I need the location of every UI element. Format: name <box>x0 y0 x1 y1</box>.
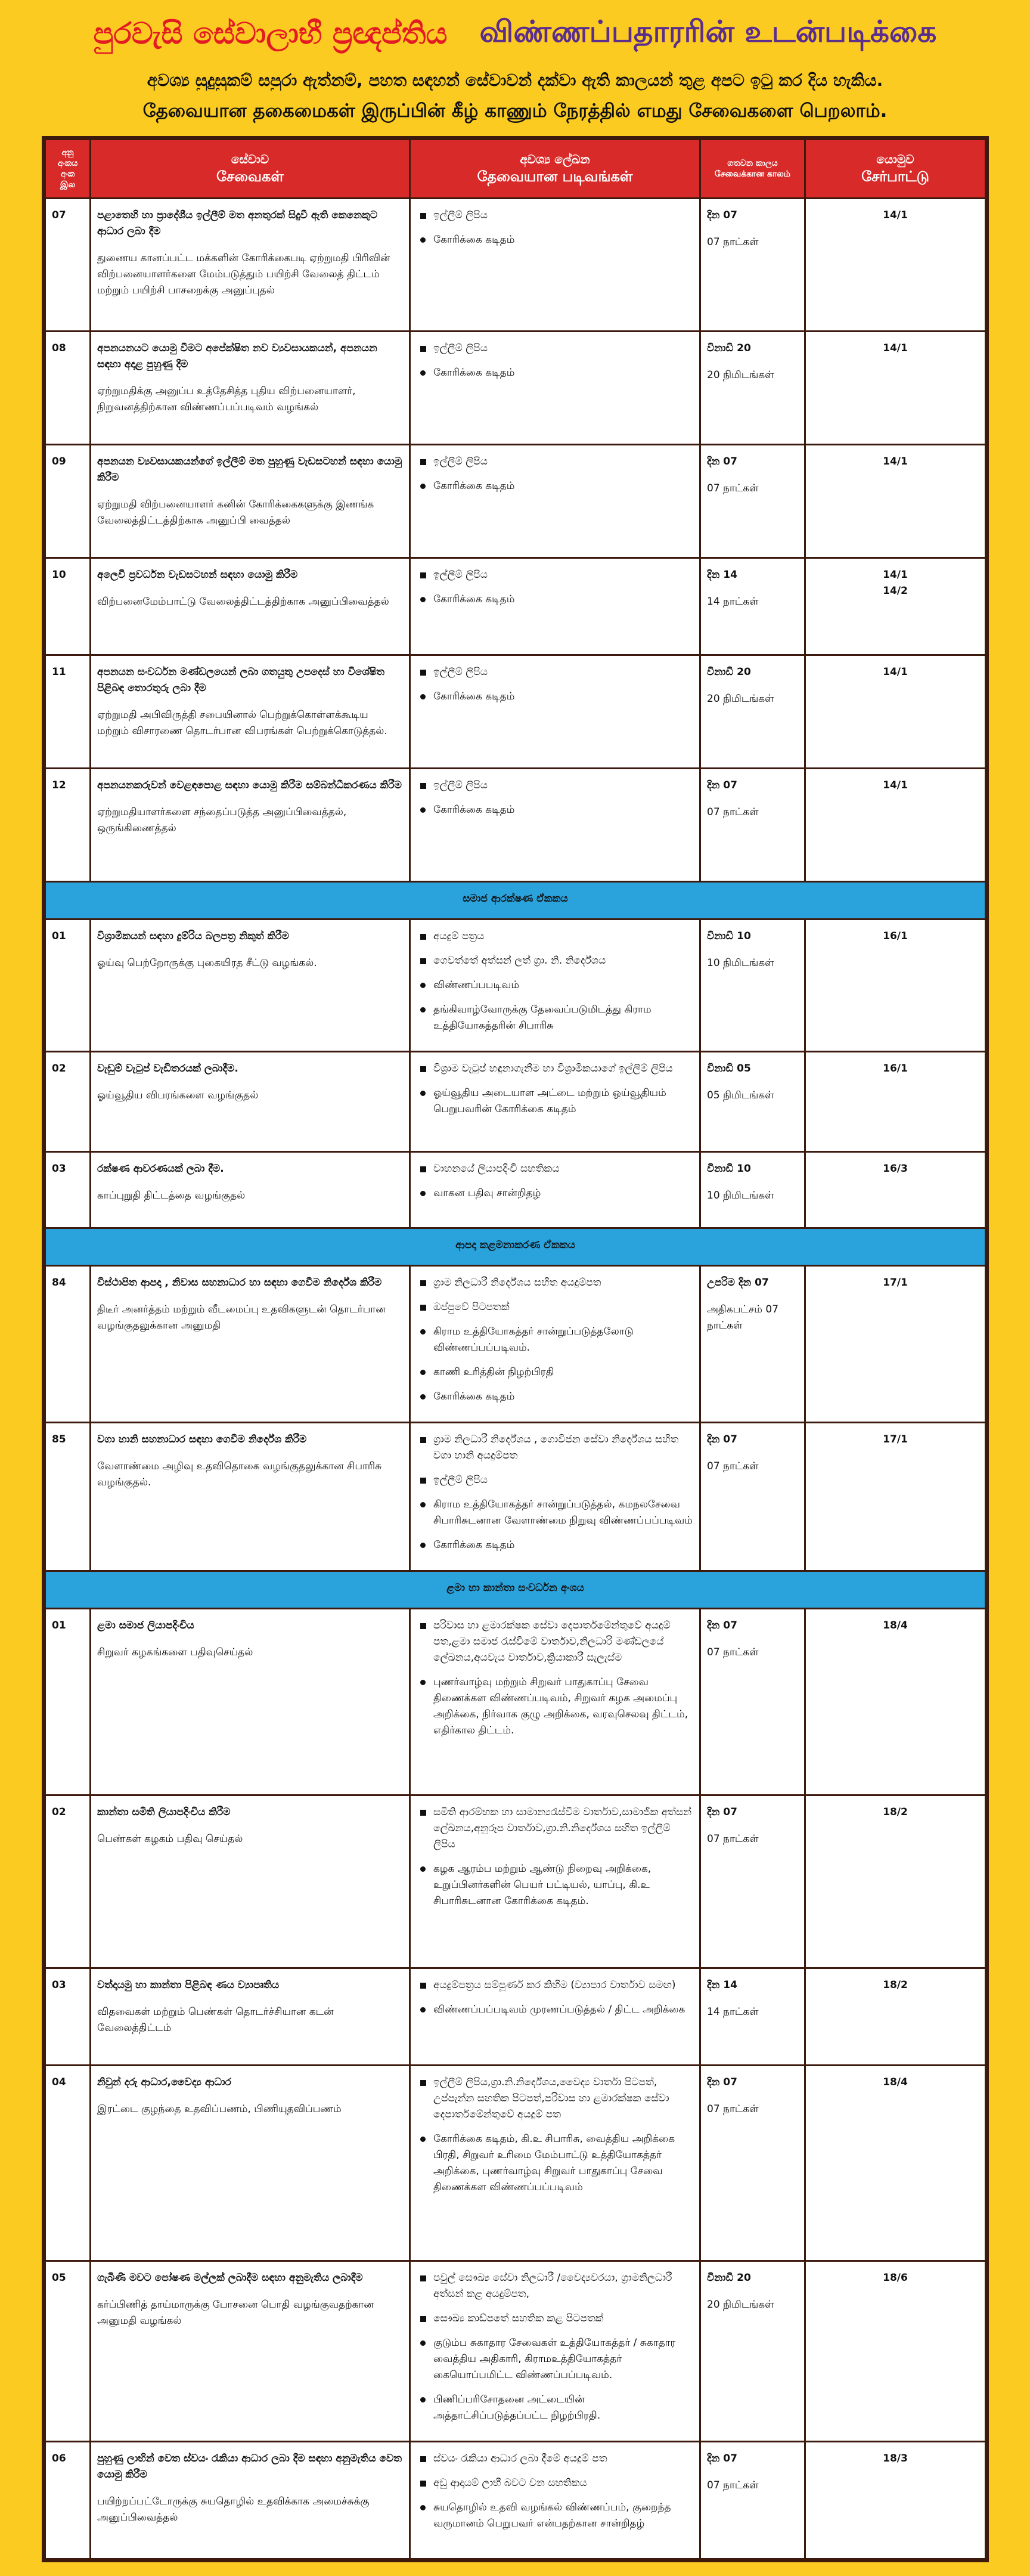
charter-title <box>0 0 1030 67</box>
time-si: දින 07 <box>707 2076 737 2088</box>
service-name-si: වත්දායමු හා කාන්තා පිළිබඳ ණය ව්‍යාපෘතිය <box>97 1979 280 1991</box>
header-service-si: සේවාව <box>231 152 269 166</box>
header-reference-si: යොමුව <box>876 152 914 166</box>
document-item: பிணிப்பரிசோதனை அட்டையின் அத்தாட்சிப்படுத்தப்பட்ட நிழற்பிரதி. <box>417 2392 693 2424</box>
documents-list <box>417 1977 693 2018</box>
service-name-ta: கர்ப்பிணித் தாய்மாருக்கு போசனை பொதி வழங்குவதற்கான அனுமதி வழங்கல் <box>97 2299 374 2327</box>
document-item: ඉල්ලීම් ලිපිය <box>417 778 693 794</box>
service-cell <box>91 1795 410 1968</box>
table-row <box>45 1266 986 1423</box>
documents-cell <box>410 1423 700 1571</box>
reference-cell <box>805 445 986 558</box>
time-ta: 07 நாட்கள் <box>707 1833 759 1845</box>
time-ta: 10 நிமிடங்கள் <box>707 957 774 969</box>
time-ta: அதிகபட்சம் 07 நாட்கள் <box>707 1304 779 1332</box>
time-si: දින 07 <box>707 2453 737 2464</box>
service-name-si: පළාතෙහි හා ප්‍රාදේශීය ඉල්ලීම් මත අනතුරක් සිදුවී ඇති කෙනෙකුට ආධාර ලබා දීම <box>97 209 378 237</box>
service-cell <box>91 558 410 655</box>
reference-value: 16/1 <box>883 1063 908 1075</box>
service-number: 10 <box>45 558 91 655</box>
documents-list <box>417 928 693 1034</box>
service-number: 01 <box>45 1609 91 1795</box>
reference-value: 14/1 <box>883 779 908 791</box>
document-item: கிராம உத்தியோகத்தர் சான்றுப்படுத்தலோடு விண்ணப்பப்படிவம். <box>417 1324 693 1356</box>
table-row <box>45 1795 986 1968</box>
document-item: கோரிக்கை கடிதம் <box>417 592 693 608</box>
intro-tamil: தேவையான தகைமைகள் இருப்பின் கீழ் காணும் நேரத்தில் எமது சேவைகளை பெறலாம். <box>142 100 888 122</box>
title-tamil: விண்ணப்பதாரரின் உடன்படிக்கை <box>479 14 937 49</box>
document-item: கோரிக்கை கடிதம் <box>417 478 693 494</box>
reference-cell <box>805 558 986 655</box>
documents-cell <box>410 2066 700 2261</box>
documents-list <box>417 340 693 381</box>
table-row <box>45 1152 986 1228</box>
time-ta: 07 நாட்கள் <box>707 2103 759 2115</box>
reference-value: 14/1 14/2 <box>883 569 908 597</box>
document-item: විශ්‍රාම වැටුප් හඳුනාගැනීම හා විශ්‍රාමිකයාගේ ඉල්ලීම් ලිපිය <box>417 1061 693 1077</box>
reference-value: 18/2 <box>883 1806 908 1818</box>
service-name-si: අලෙවි ප්‍රවර්ධන වැඩසටහන් සඳහා යොමු කිරීම <box>97 569 298 581</box>
time-ta: 05 நிமிடங்கள் <box>707 1089 774 1101</box>
documents-cell <box>410 1795 700 1968</box>
time-si: දින 07 <box>707 209 737 221</box>
documents-list <box>417 1275 693 1405</box>
time-si: දින 07 <box>707 1433 737 1445</box>
document-item: ගෙවත්තේ අත්සන් ලත් ග්‍රා. නි. නිර්දේශය <box>417 953 693 969</box>
table-row <box>45 199 986 332</box>
time-cell <box>700 2261 805 2442</box>
document-item: கோரிக்கை கடிதம் <box>417 232 693 248</box>
table-row <box>45 558 986 655</box>
document-item: கழக ஆரம்ப மற்றும் ஆண்டு நிறைவு அறிக்கை, உறுப்பினர்களின் பெயர் பட்டியல், யாப்பு, கி.உ சிபாரிசுடனான கோரிக்கை கடிதம். <box>417 1861 693 1909</box>
documents-list <box>417 778 693 818</box>
service-cell <box>91 332 410 445</box>
reference-cell <box>805 1795 986 1968</box>
table-row <box>45 769 986 882</box>
document-item: சுயதொழில் உதவி வழங்கல் விண்ணப்பம், குறைந்த வருமானம் பெறுபவர் என்பதற்கான சான்றிதழ் <box>417 2500 693 2532</box>
service-name-ta: சிறுவர் கழகங்களை பதிவுசெய்தல் <box>97 1646 253 1658</box>
time-ta: 07 நாட்கள் <box>707 1646 759 1658</box>
header-service-ta: சேவைகள் <box>216 168 284 185</box>
header-time <box>700 140 805 199</box>
time-si: දින 07 <box>707 779 737 791</box>
reference-cell <box>805 1052 986 1152</box>
service-cell <box>91 2261 410 2442</box>
documents-list <box>417 1061 693 1117</box>
reference-cell <box>805 919 986 1052</box>
service-number: 08 <box>45 332 91 445</box>
document-item: கோரிக்கை கடிதம், கி.உ சிபாரிசு, வைத்திய அறிக்கை பிரதி, சிறுவர் உரிமை மேம்பாட்டு உத்தியோகத்தர் அறிக்கை, புணர்வாழ்வு சிறுவர் பாதுகாப்பு சேவை திணைக்கள விண்ணப்பப்படிவம் <box>417 2131 693 2196</box>
documents-cell <box>410 558 700 655</box>
time-si: විනාඩි 20 <box>707 342 751 354</box>
table-row <box>45 1609 986 1795</box>
time-si: විනාඩි 20 <box>707 666 751 678</box>
table-row <box>45 445 986 558</box>
document-item: கோரிக்கை கடிதம் <box>417 1537 693 1553</box>
service-name-si: රක්ෂණ ආවරණයක් ලබා දීම. <box>97 1163 224 1175</box>
service-number: 02 <box>45 1052 91 1152</box>
service-name-ta: பெண்கள் கழகம் பதிவு செய்தல் <box>97 1833 243 1845</box>
time-si: විනාඩි 05 <box>707 1063 751 1075</box>
service-number: 03 <box>45 1152 91 1228</box>
service-name-ta: ஏற்றுமதி விற்பனையாளர் கனின் கோரிக்கைகளுக்கு இணங்க வேலைத்திட்டத்திற்காக அனுப்பி வைத்தல் <box>97 499 374 527</box>
document-item: ඉල්ලීම් ලිපිය <box>417 340 693 357</box>
section-row-disaster <box>45 1228 986 1266</box>
reference-value: 18/3 <box>883 2453 908 2464</box>
document-item: விண்ணப்பப்படிவம் முரணப்படுத்தல் / திட்ட அறிக்கை <box>417 2002 693 2018</box>
service-name-si: අපනයනකරුවන් වෙළඳපොළ සඳහා යොමු කිරීම සම්බන්ධීකරණය කිරීම <box>97 779 402 791</box>
time-ta: 20 நிமிடங்கள் <box>707 369 774 381</box>
time-si: විනාඩි 20 <box>707 2272 751 2284</box>
time-cell <box>700 655 805 769</box>
service-cell <box>91 445 410 558</box>
service-number: 12 <box>45 769 91 882</box>
reference-cell <box>805 1423 986 1571</box>
header-documents <box>410 140 700 199</box>
service-name-ta: விதவைகள் மற்றும் பெண்கள் தொடர்ச்சியான கடன் வேலைத்திட்டம் <box>97 2006 334 2034</box>
service-name-si: පුහුණු ලාභින් වෙත ස්වයං රැකියා ආධාර ලබා දීම සඳහා අනුමැතිය වෙත යොමු කිරීම <box>97 2453 402 2481</box>
service-charter-table <box>44 138 986 2560</box>
header-documents-ta: தேவையான படிவங்கள் <box>477 168 633 185</box>
header-no <box>45 140 91 199</box>
time-ta: 07 நாட்கள் <box>707 2479 759 2491</box>
service-cell <box>91 1052 410 1152</box>
reference-value: 16/1 <box>883 930 908 942</box>
documents-cell <box>410 2261 700 2442</box>
document-item: ඉල්ලීම් ලිපිය <box>417 208 693 224</box>
time-cell <box>700 332 805 445</box>
documents-list <box>417 1618 693 1739</box>
service-cell <box>91 919 410 1052</box>
document-item: පරිවාස හා ළමාරක්ෂක සේවා දෙපාර්තමේන්තුවේ අයදුම් පත,ළමා සමාජ රැස්වීමේ වාර්තාව,නිලධාරි මණ්ඩලයේ ලේඛනය,අයවැය වාර්තාව,ක්‍රියාකාරී සැලැස්ම <box>417 1618 693 1666</box>
table-body <box>45 199 986 2559</box>
documents-cell <box>410 769 700 882</box>
document-item: අඩු ආදායම් ලාභී බවට වන සහතිකය <box>417 2475 693 2491</box>
service-name-si: කාන්තා සමිති ලියාපදිංචිය කිරීම <box>97 1806 231 1818</box>
header-time-ta: சேவைக்கான காலம் <box>714 169 791 179</box>
document-item: கிராம உத்தியோகத்தர் சான்றுப்படுத்தல், கமநலசேவை சிபாரிசுடனான வேளாண்மை நிறுவு விண்ணப்பப்படிவம் <box>417 1497 693 1529</box>
reference-value: 18/4 <box>883 2076 908 2088</box>
service-number: 01 <box>45 919 91 1052</box>
time-ta: 14 நாட்கள் <box>707 596 759 608</box>
document-item: கோரிக்கை கடிதம் <box>417 365 693 381</box>
documents-list <box>417 454 693 494</box>
service-cell <box>91 655 410 769</box>
documents-list <box>417 1161 693 1202</box>
time-si: විනාඩි 10 <box>707 1163 751 1175</box>
title-sinhala: පුරවැසි සේවාලාභී ප්‍රඥප්තිය <box>93 16 448 51</box>
reference-cell <box>805 1609 986 1795</box>
service-cell <box>91 1152 410 1228</box>
document-item: கோரிக்கை கடிதம் <box>417 1389 693 1405</box>
time-si: දින 14 <box>707 1979 737 1991</box>
reference-cell <box>805 1266 986 1423</box>
reference-value: 17/1 <box>883 1433 908 1445</box>
time-si: දින 14 <box>707 569 737 581</box>
header-no-si: අනු අංකය අංක <box>57 148 78 179</box>
table-row <box>45 332 986 445</box>
time-ta: 20 நிமிடங்கள் <box>707 2299 774 2311</box>
service-cell <box>91 199 410 332</box>
document-item: ඉල්ලීම් ලිපිය <box>417 567 693 583</box>
service-cell <box>91 1266 410 1423</box>
service-name-ta: விற்பனைமேம்பாட்டு வேலைத்திட்டத்திற்காக அனுப்பிவைத்தல் <box>97 596 389 608</box>
time-ta: 07 நாட்கள் <box>707 482 759 494</box>
documents-list <box>417 1432 693 1553</box>
time-ta: 07 நாட்கள் <box>707 236 759 248</box>
documents-list <box>417 664 693 705</box>
time-cell <box>700 769 805 882</box>
document-item: புணர்வாழ்வு மற்றும் சிறுவர் பாதுகாப்பு சேவை திணைக்கள விண்ணப்படிவம், சிறுவர் கழக அமைப்பு அறிக்கை, நிர்வாக குழு அறிக்கை, வரவுசெலவு திட்டம், எதிர்கால திட்டம். <box>417 1674 693 1739</box>
time-ta: 07 நாட்கள் <box>707 1460 759 1472</box>
table-row <box>45 2261 986 2442</box>
document-item: ඉල්ලීම් ලිපිය <box>417 1472 693 1488</box>
service-name-si: අපනයනයට යොමු වීමට අපේක්ෂිත නව ව්‍යවසායකයන්, අපනයන සඳහා අදාළ පුහුණු දීම <box>97 342 377 370</box>
documents-cell <box>410 1609 700 1795</box>
document-item: සෞඛ්‍ය කාඩ්පතේ සහතික කළ පිටපතක් <box>417 2311 693 2327</box>
document-item: පවුල් සෞඛ්‍ය සේවා නිලධාරී /වෛද්‍යවරයා, ග්‍රාමනිලධාරී අත්සන් කළ අයදුම්පත, <box>417 2270 693 2302</box>
service-number: 84 <box>45 1266 91 1423</box>
table-row <box>45 1052 986 1152</box>
time-cell <box>700 1609 805 1795</box>
service-cell <box>91 1423 410 1571</box>
service-name-ta: பயிற்றப்பட்டோருக்கு சுயதொழில் உதவிக்காக அமைச்சுக்கு அனுப்பிவைத்தல் <box>97 2496 370 2524</box>
reference-value: 17/1 <box>883 1277 908 1289</box>
reference-cell <box>805 2442 986 2559</box>
time-cell <box>700 1423 805 1571</box>
reference-cell <box>805 769 986 882</box>
time-si: උපරිම දින 07 <box>707 1277 769 1289</box>
service-number: 07 <box>45 199 91 332</box>
service-number: 09 <box>45 445 91 558</box>
service-name-si: විස්ථාපිත ආපදා , නිවාස සහනාධාර හා සඳහා ගෙවීම නිර්දේශ කිරීම <box>97 1277 382 1289</box>
reference-cell <box>805 2066 986 2261</box>
document-item: ඉල්ලීම් ලිපිය,ග්‍රා.නි.නිර්දේශය,වෛද්‍ය වාර්තා පිටපත්, උප්පැන්න සහතික පිටපත්,පරිවාස හා ළමාරක්ෂක සේවා දෙපාර්තමේන්තුවේ අයදුම් පත <box>417 2075 693 2123</box>
document-item: ග්‍රාම නිලධාරී නිර්දේශය , ගොවිජන සේවා නිර්දේශය සහිත වගා හානි අයදුම්පත <box>417 1432 693 1464</box>
section-title: සමාජ ආරක්ෂණ ඒකකය <box>45 882 986 919</box>
section-title: ළමා හා කාන්තා සංවර්ධන අංශය <box>45 1571 986 1609</box>
time-si: දින 07 <box>707 1806 737 1818</box>
section-row-social <box>45 882 986 919</box>
reference-value: 14/1 <box>883 666 908 678</box>
document-item: ඔප්පුවේ පිටපතක් <box>417 1299 693 1315</box>
time-cell <box>700 1152 805 1228</box>
time-cell <box>700 1795 805 1968</box>
reference-cell <box>805 332 986 445</box>
service-number: 85 <box>45 1423 91 1571</box>
service-name-ta: இரட்டை குழந்தை உதவிப்பணம், பிணியுதவிப்பணம் <box>97 2103 342 2115</box>
document-item: සමිති ආරම්භක හා සාමාන්‍යරැස්වීම වාර්තාව,සාමාජික අත්සන් ලේඛනය,අනුරූප වාර්තාව,ග්‍රා.නි.නිර්දේශය සහිත ඉල්ලීම් ලිපිය <box>417 1804 693 1853</box>
document-item: අයදුම්පත්‍රය සම්පූර්ණ කර කිහිම (ව්‍යාපාර වාර්තාව සමඟ) <box>417 1977 693 1993</box>
header-reference <box>805 140 986 199</box>
document-item: கோரிக்கை கடிதம் <box>417 802 693 818</box>
reference-value: 18/4 <box>883 1620 908 1631</box>
document-item: தங்கிவாழ்வோருக்கு தேவைப்படுமிடத்து கிராம உத்தியோகத்தரின் சிபாரிசு <box>417 1002 693 1034</box>
service-number: 05 <box>45 2261 91 2442</box>
documents-cell <box>410 1968 700 2066</box>
documents-cell <box>410 1266 700 1423</box>
service-cell <box>91 2442 410 2559</box>
document-item: காணி உரித்தின் நிழற்பிரதி <box>417 1364 693 1380</box>
time-cell <box>700 1266 805 1423</box>
document-item: ස්වයං රැකියා ආධාර ලබා දීමේ අයදුම් පත <box>417 2451 693 2467</box>
table-header-row <box>45 140 986 199</box>
document-item: ග්‍රාම නිලධාරී නිර්දේශය සහිත අයදුම්පත <box>417 1275 693 1291</box>
reference-cell <box>805 199 986 332</box>
service-name-ta: ஏற்றுமதியாளர்களை சந்தைப்படுத்த அனுப்பிவைத்தல், ஒருங்கிணைத்தல் <box>97 806 347 834</box>
service-name-ta: ஏற்றுமதி அபிவிருத்தி சபையினால் பெற்றுக்கொள்ளக்கூடிய மற்றும் விசாரணை தொடர்பான விபரங்கள் பெற்றுக்கொடுத்தல். <box>97 709 387 737</box>
service-name-ta: திடீர் அனர்த்தம் மற்றும் வீடமைப்பு உதவிகளுடன் தொடர்பான வழங்குதலுக்கான அனுமதி <box>97 1304 386 1332</box>
documents-cell <box>410 1152 700 1228</box>
reference-cell <box>805 655 986 769</box>
document-item: குடும்ப சுகாதார சேவைகள் உத்தியோகத்தர் / சுகாதார வைத்திய அதிகாரி, கிராமஉத்தியோகத்தர் கையொப்பமிட்ட விண்ணப்பப்படிவம். <box>417 2335 693 2383</box>
time-ta: 20 நிமிடங்கள் <box>707 693 774 705</box>
service-cell <box>91 1968 410 2066</box>
documents-cell <box>410 919 700 1052</box>
header-no-ta: இல <box>60 180 76 190</box>
service-name-ta: காப்புறுதி திட்டத்தை வழங்குதல் <box>97 1190 246 1202</box>
reference-value: 18/2 <box>883 1979 908 1991</box>
documents-list <box>417 567 693 608</box>
document-item: வாகன பதிவு சான்றிதழ் <box>417 1185 693 1202</box>
documents-cell <box>410 199 700 332</box>
service-number: 04 <box>45 2066 91 2261</box>
time-si: විනාඩි 10 <box>707 930 751 942</box>
table-row <box>45 655 986 769</box>
reference-value: 14/1 <box>883 342 908 354</box>
document-item: ඉල්ලීම් ලිපිය <box>417 454 693 470</box>
section-title: ආපදා කළමනාකරණ ඒකකය <box>45 1228 986 1266</box>
time-ta: 14 நாட்கள் <box>707 2006 759 2018</box>
reference-value: 16/3 <box>883 1163 908 1175</box>
documents-list <box>417 2451 693 2532</box>
time-cell <box>700 1052 805 1152</box>
reference-value: 14/1 <box>883 209 908 221</box>
header-time-si: ගතවන කාලය <box>727 159 778 168</box>
documents-list <box>417 2270 693 2424</box>
document-item: වාහනයේ ලියාපදිංචි සහතිකය <box>417 1161 693 1177</box>
time-cell <box>700 2442 805 2559</box>
service-number: 02 <box>45 1795 91 1968</box>
time-cell <box>700 2066 805 2261</box>
documents-list <box>417 208 693 248</box>
documents-list <box>417 1804 693 1909</box>
documents-list <box>417 2075 693 2196</box>
service-name-si: ළමා සමාජ ලියාපදිංචිය <box>97 1620 194 1631</box>
table-row <box>45 1423 986 1571</box>
documents-cell <box>410 655 700 769</box>
document-item: ஓய்வூதிய அடையாள அட்டை மற்றும் ஓய்வூதியம் பெறுபவரின் கோரிக்கை கடிதம் <box>417 1085 693 1117</box>
service-name-si: වගා හානි සහනාධාර සඳහා ගෙවීම නිර්දේශ කිරීම <box>97 1433 307 1445</box>
reference-cell <box>805 1152 986 1228</box>
service-cell <box>91 2066 410 2261</box>
time-cell <box>700 919 805 1052</box>
reference-value: 14/1 <box>883 456 908 467</box>
time-ta: 10 நிமிடங்கள் <box>707 1190 774 1202</box>
time-cell <box>700 1968 805 2066</box>
intro-sinhala: අවශ්‍ය සුදුසුකම් සපුරා ඇත්නම්, පහත සඳහන් සේවාවන් දක්වා ඇති කාලයන් තුළ අපට ඉටු කර දිය හැකිය. <box>147 70 883 90</box>
time-cell <box>700 445 805 558</box>
documents-cell <box>410 445 700 558</box>
header-documents-si: අවශ්‍ය ලේඛන <box>520 152 590 166</box>
service-number: 03 <box>45 1968 91 2066</box>
service-name-ta: வேளாண்மை அழிவு உதவிதொகை வழங்குதலுக்கான சிபாரிசு வழங்குதல். <box>97 1460 382 1488</box>
service-number: 11 <box>45 655 91 769</box>
service-name-si: ගැබිණි මවට පෝෂණ මල්ලක් ලබාදීම සඳහා අනුමැතිය ලබාදීම <box>97 2272 363 2284</box>
table-row <box>45 1968 986 2066</box>
document-item: අයදුම් පත්‍රය <box>417 928 693 945</box>
service-name-ta: ஓய்வூதிய விபரங்களை வழங்குதல் <box>97 1089 259 1101</box>
time-si: දින 07 <box>707 1620 737 1631</box>
documents-cell <box>410 1052 700 1152</box>
time-cell <box>700 199 805 332</box>
section-row-women <box>45 1571 986 1609</box>
service-name-si: අපනයන සංවර්ධන මණ්ඩලයෙන් ලබා ගතයුතු උපදෙස් හා විශේෂිත පිළිබඳ තොරතුරු ලබා දීම <box>97 666 384 694</box>
service-name-si: නිවුන් දරු ආධාර,වෛද්‍ය ආධාර <box>97 2076 231 2088</box>
document-item: ඉල්ලීම් ලිපිය <box>417 664 693 680</box>
table-row <box>45 2066 986 2261</box>
documents-cell <box>410 332 700 445</box>
time-si: දින 07 <box>707 456 737 467</box>
service-cell <box>91 1609 410 1795</box>
documents-cell <box>410 2442 700 2559</box>
header-reference-ta: சேர்பாட்டு <box>861 168 929 185</box>
service-name-si: විශ්‍රාමිකයන් සඳහා දුම්රිය බලපත්‍ර නිකුත් කිරීම <box>97 930 289 942</box>
time-ta: 07 நாட்கள் <box>707 806 759 818</box>
document-item: விண்ணப்பபடிவம் <box>417 977 693 993</box>
service-name-ta: ஏற்றுமதிக்கு அனுப்ப உத்தேசித்த புதிய விற்பனையாளர், நிறுவனத்திற்கான விண்ணப்பப்படிவம் வழங்கல் <box>97 385 356 413</box>
table-row <box>45 919 986 1052</box>
service-name-si: වැඩුම් වැටුප් වැඩිතරයක් ලබාදීම. <box>97 1063 238 1075</box>
header-service <box>91 140 410 199</box>
document-item: கோரிக்கை கடிதம் <box>417 689 693 705</box>
service-cell <box>91 769 410 882</box>
service-name-si: අපනයන ව්‍යවසායකයන්ගේ ඉල්ලීම් මත පුහුණු වැඩසටහන් සඳහා යොමු කිරීම <box>97 456 402 484</box>
reference-cell <box>805 1968 986 2066</box>
service-name-ta: ஓய்வு பெற்றோருக்கு புகையிரத சீட்டு வழங்கல். <box>97 957 317 969</box>
reference-cell <box>805 2261 986 2442</box>
service-number: 06 <box>45 2442 91 2559</box>
table-row <box>45 2442 986 2559</box>
service-name-ta: துணைய கானப்பட்ட மக்களின் கோரிக்கைபடி ஏற்றுமதி பிரிவின் விற்பனையாளர்களை மேம்படுத்தும் பயிற்சி வேலைத் திட்டம் மற்றும் பயிற்சி பாசறைக்கு அனுப்புதல் <box>97 252 390 296</box>
time-cell <box>700 558 805 655</box>
reference-value: 18/6 <box>883 2272 908 2284</box>
